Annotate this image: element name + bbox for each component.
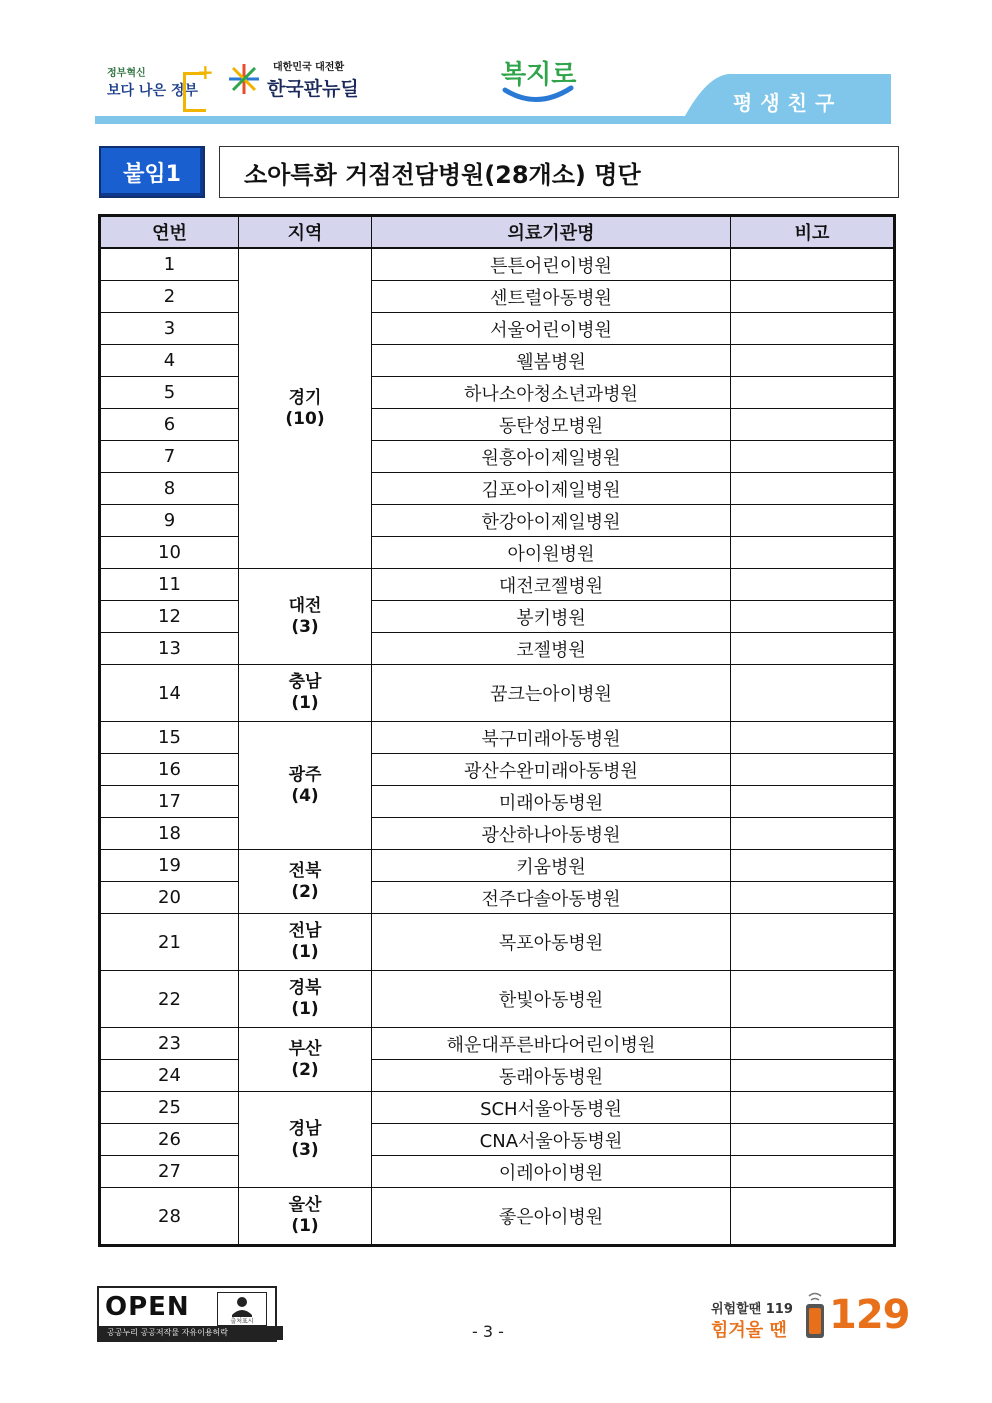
- institution-name: 미래아동병원: [372, 786, 731, 818]
- row-note: [731, 1060, 895, 1092]
- row-note: [731, 248, 895, 281]
- row-no: 1: [100, 248, 239, 281]
- institution-name: 동래아동병원: [372, 1060, 731, 1092]
- region-cell: [239, 1028, 372, 1092]
- institution-name: 아이원병원: [372, 537, 731, 569]
- region-name: 대전: [288, 595, 322, 616]
- hotline-logo: [709, 1286, 910, 1346]
- region-count: (1): [291, 693, 319, 713]
- region-name: 충남: [288, 672, 322, 692]
- table-row: [100, 1156, 895, 1188]
- row-note: [731, 722, 895, 754]
- table-header-row: [100, 216, 895, 249]
- row-note: [731, 537, 895, 569]
- region-name: 울산: [288, 1195, 322, 1215]
- table-row: [100, 633, 895, 665]
- row-no: 15: [100, 722, 239, 754]
- row-no: 9: [100, 505, 239, 537]
- table-row: [100, 473, 895, 505]
- page-footer: [97, 1286, 910, 1346]
- hotline-number: 129: [829, 1292, 910, 1338]
- table-row: [100, 1188, 895, 1246]
- table-row: [100, 914, 895, 971]
- row-no: 13: [100, 633, 239, 665]
- table-row: [100, 569, 895, 601]
- bokjiro-logo: [501, 54, 575, 108]
- institution-name: 꿈크는아이병원: [372, 665, 731, 722]
- region-count: (3): [291, 616, 319, 637]
- row-note: [731, 345, 895, 377]
- institution-name: 광산하나아동병원: [372, 818, 731, 850]
- row-note: [731, 569, 895, 601]
- table-row: [100, 971, 895, 1028]
- header-no: 연번: [100, 216, 239, 249]
- table-row: [100, 818, 895, 850]
- row-note: [731, 914, 895, 971]
- region-count: (2): [291, 881, 319, 902]
- institution-name: 좋은아이병원: [372, 1188, 731, 1246]
- institution-name: 키움병원: [372, 850, 731, 882]
- table-row: [100, 1060, 895, 1092]
- row-no: 20: [100, 882, 239, 914]
- region-name: 전북: [288, 860, 322, 881]
- kogl-open-logo: [97, 1286, 277, 1342]
- region-count: (10): [285, 408, 325, 429]
- table-row: [100, 248, 895, 281]
- row-no: 24: [100, 1060, 239, 1092]
- institution-name: 목포아동병원: [372, 914, 731, 971]
- row-note: [731, 1028, 895, 1060]
- row-no: 23: [100, 1028, 239, 1060]
- header-institution: 의료기관명: [372, 216, 731, 249]
- new-deal-star-icon: [227, 62, 261, 96]
- row-note: [731, 882, 895, 914]
- row-note: [731, 818, 895, 850]
- institution-name: SCH서울아동병원: [372, 1092, 731, 1124]
- table-row: [100, 665, 895, 722]
- row-note: [731, 1188, 895, 1246]
- bokjiro-swoosh-icon: [501, 84, 575, 108]
- institution-name: CNA서울아동병원: [372, 1124, 731, 1156]
- table-row: [100, 505, 895, 537]
- person-icon: [218, 1293, 266, 1325]
- row-note: [731, 850, 895, 882]
- row-note: [731, 665, 895, 722]
- region-name: 경남: [288, 1118, 322, 1139]
- row-note: [731, 633, 895, 665]
- table-row: [100, 441, 895, 473]
- institution-name: 센트럴아동병원: [372, 281, 731, 313]
- region-cell: [239, 1188, 372, 1246]
- row-note: [731, 754, 895, 786]
- table-row: [100, 377, 895, 409]
- gov-logo-big-text: 보다 나은 정부: [107, 83, 198, 99]
- row-no: 2: [100, 281, 239, 313]
- open-word: OPEN: [105, 1292, 190, 1322]
- institution-name: 광산수완미래아동병원: [372, 754, 731, 786]
- institution-name: 하나소아청소년과병원: [372, 377, 731, 409]
- row-no: 18: [100, 818, 239, 850]
- table-row: [100, 281, 895, 313]
- region-cell: [239, 722, 372, 850]
- header-region: 지역: [239, 216, 372, 249]
- gov-innovation-logo: [107, 58, 214, 108]
- row-no: 5: [100, 377, 239, 409]
- row-no: 22: [100, 971, 239, 1028]
- row-no: 21: [100, 914, 239, 971]
- table-row: [100, 313, 895, 345]
- page-number: - 3 -: [472, 1322, 504, 1341]
- row-no: 10: [100, 537, 239, 569]
- institution-name: 한빛아동병원: [372, 971, 731, 1028]
- table-row: [100, 1092, 895, 1124]
- table-row: [100, 601, 895, 633]
- phone-icon: [803, 1292, 827, 1342]
- row-no: 26: [100, 1124, 239, 1156]
- document-title: 소아특화 거점전담병원(28개소) 명단: [219, 146, 899, 198]
- region-count: (4): [291, 785, 319, 806]
- hotline-line2: 힘겨울 땐: [711, 1320, 787, 1341]
- row-no: 16: [100, 754, 239, 786]
- tagline-text: 평생친구: [733, 91, 843, 115]
- hotline-line1: 위험할땐 119: [711, 1302, 793, 1317]
- row-no: 12: [100, 601, 239, 633]
- header-divider-bar: [95, 116, 891, 124]
- gov-logo-small-text: 정부혁신: [107, 68, 146, 79]
- region-name: 부산: [288, 1038, 322, 1059]
- table-row: [100, 786, 895, 818]
- header-note: 비고: [731, 216, 895, 249]
- institution-name: 원흥아이제일병원: [372, 441, 731, 473]
- institution-name: 튼튼어린이병원: [372, 248, 731, 281]
- row-no: 4: [100, 345, 239, 377]
- row-no: 8: [100, 473, 239, 505]
- open-bar-text: 공공누리 공공저작물 자유이용허락: [99, 1326, 283, 1340]
- region-cell: [239, 850, 372, 914]
- row-note: [731, 281, 895, 313]
- region-cell: [239, 971, 372, 1028]
- row-no: 7: [100, 441, 239, 473]
- region-cell: [239, 1092, 372, 1188]
- institution-name: 동탄성모병원: [372, 409, 731, 441]
- table-row: [100, 722, 895, 754]
- region-name: 경북: [288, 978, 322, 998]
- hospital-list-table: [98, 214, 896, 1247]
- row-note: [731, 409, 895, 441]
- region-cell: [239, 569, 372, 665]
- row-no: 27: [100, 1156, 239, 1188]
- table-row: [100, 754, 895, 786]
- row-no: 6: [100, 409, 239, 441]
- institution-name: 전주다솔아동병원: [372, 882, 731, 914]
- bokjiro-text: 복지로: [501, 60, 577, 90]
- row-note: [731, 786, 895, 818]
- row-note: [731, 601, 895, 633]
- attribution-icon: [217, 1292, 267, 1326]
- row-note: [731, 505, 895, 537]
- new-deal-small-text: 대한민국 대전환: [273, 62, 345, 73]
- region-count: (3): [291, 1139, 319, 1160]
- row-no: 3: [100, 313, 239, 345]
- region-cell: [239, 914, 372, 971]
- row-note: [731, 1092, 895, 1124]
- institution-name: 웰봄병원: [372, 345, 731, 377]
- plus-icon: +: [197, 60, 214, 84]
- row-no: 25: [100, 1092, 239, 1124]
- row-no: 14: [100, 665, 239, 722]
- page-header: [95, 48, 891, 126]
- institution-name: 대전코젤병원: [372, 569, 731, 601]
- table-row: [100, 882, 895, 914]
- table-row: [100, 1124, 895, 1156]
- row-no: 17: [100, 786, 239, 818]
- row-note: [731, 441, 895, 473]
- new-deal-big-text: 한국판뉴딜: [267, 78, 359, 100]
- region-count: (1): [291, 942, 319, 962]
- row-note: [731, 313, 895, 345]
- table-row: [100, 409, 895, 441]
- table-row: [100, 345, 895, 377]
- region-count: (1): [291, 1216, 319, 1236]
- attachment-badge: 붙임1: [99, 146, 205, 198]
- title-row: [99, 146, 899, 198]
- row-note: [731, 971, 895, 1028]
- table-row: [100, 850, 895, 882]
- institution-name: 서울어린이병원: [372, 313, 731, 345]
- attribution-label: 출처표시: [230, 1318, 254, 1325]
- region-name: 전남: [288, 921, 322, 941]
- region-cell: [239, 665, 372, 722]
- region-name: 광주: [288, 764, 322, 785]
- row-note: [731, 473, 895, 505]
- institution-name: 해운대푸른바다어린이병원: [372, 1028, 731, 1060]
- row-note: [731, 1156, 895, 1188]
- institution-name: 이레아이병원: [372, 1156, 731, 1188]
- row-no: 28: [100, 1188, 239, 1246]
- institution-name: 한강아이제일병원: [372, 505, 731, 537]
- institution-name: 코젤병원: [372, 633, 731, 665]
- region-name: 경기: [288, 387, 322, 408]
- row-note: [731, 1124, 895, 1156]
- table-row: [100, 1028, 895, 1060]
- table-row: [100, 537, 895, 569]
- institution-name: 북구미래아동병원: [372, 722, 731, 754]
- korean-new-deal-logo: [227, 54, 377, 104]
- region-count: (2): [291, 1059, 319, 1080]
- row-no: 11: [100, 569, 239, 601]
- row-no: 19: [100, 850, 239, 882]
- institution-name: 봉키병원: [372, 601, 731, 633]
- institution-name: 김포아이제일병원: [372, 473, 731, 505]
- region-cell: [239, 248, 372, 569]
- row-note: [731, 377, 895, 409]
- region-count: (1): [291, 999, 319, 1019]
